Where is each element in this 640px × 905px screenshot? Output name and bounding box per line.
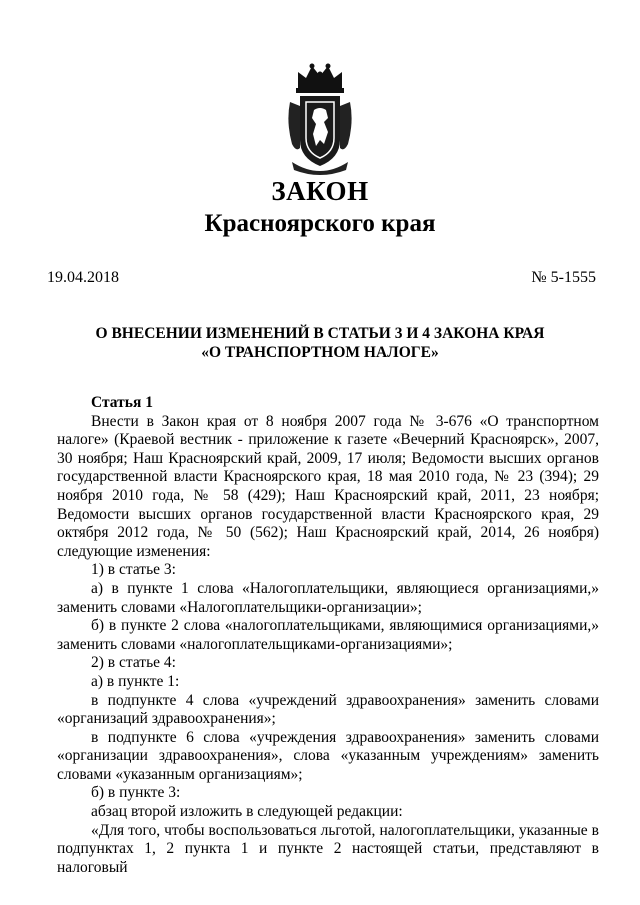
paragraph: 1) в статье 3: <box>91 561 176 579</box>
law-heading-line-1: О ВНЕСЕНИИ ИЗМЕНЕНИЙ В СТАТЬИ 3 И 4 ЗАКОНА КРАЯ <box>95 325 545 342</box>
document-title: ЗАКОН <box>271 176 369 206</box>
paragraph: а) в пункте 1: <box>91 672 180 690</box>
paragraph: в подпункте 4 слова «учреждений здравоохранения» заменить словами «организаций здравоохранения»; <box>57 691 599 728</box>
law-heading <box>0 324 640 362</box>
paragraph: Внести в Закон края от 8 ноября 2007 года № 3-676 «О транспортном налоге» (Краевой вестник - приложение к газете «Вечерний Красноярск», 2007, 30 ноября; Наш Красноярский край, 2009, 17 июля; Ведомости высших органов государственной власти Красноярского края, 18 мая 2010 года, № 23 (394); 29 ноября 2010 года, № 58 (429); Наш Красноярский край, 2011, 23 ноября; Ведомости высших органов государственной власти Красноярского края, 29 октября 2012 года, № 50 (562); Наш Красноярский край, 2014, 26 ноября) следующие изменения: <box>57 412 599 560</box>
paragraph: б) в пункте 2 слова «налогоплательщиками, являющимися организациями,» заменить словами «налогоплательщиками-организациями»; <box>57 617 599 653</box>
document-subtitle: Красноярского края <box>204 210 436 237</box>
paragraph: б) в пункте 3: <box>91 784 181 802</box>
article-title: Статья 1 <box>91 394 153 411</box>
article-body <box>57 394 599 877</box>
law-heading-line-2: «О ТРАНСПОРТНОМ НАЛОГЕ» <box>201 344 439 361</box>
paragraph: «Для того, чтобы воспользоваться льготой, налогоплательщики, указанные в подпунктах 1, 2 пункта 1 и пункте 2 настоящей статьи, представляют в налоговый <box>57 821 599 876</box>
coat-of-arms-icon <box>286 62 354 180</box>
document-date: 19.04.2018 <box>47 269 119 286</box>
paragraph: 2) в статье 4: <box>91 654 176 672</box>
document-number: № 5-1555 <box>531 269 596 286</box>
paragraph: а) в пункте 1 слова «Налогоплательщики, являющиеся организациями,» заменить словами «Налогоплательщики-организации»; <box>57 579 599 616</box>
paragraph: в подпункте 6 слова «учреждения здравоохранения» заменить словами «организации здравоохранения», слова «указанным учреждениям» заменить словами «указанным организациям»; <box>57 728 599 783</box>
paragraph: абзац второй изложить в следующей редакции: <box>91 803 403 821</box>
